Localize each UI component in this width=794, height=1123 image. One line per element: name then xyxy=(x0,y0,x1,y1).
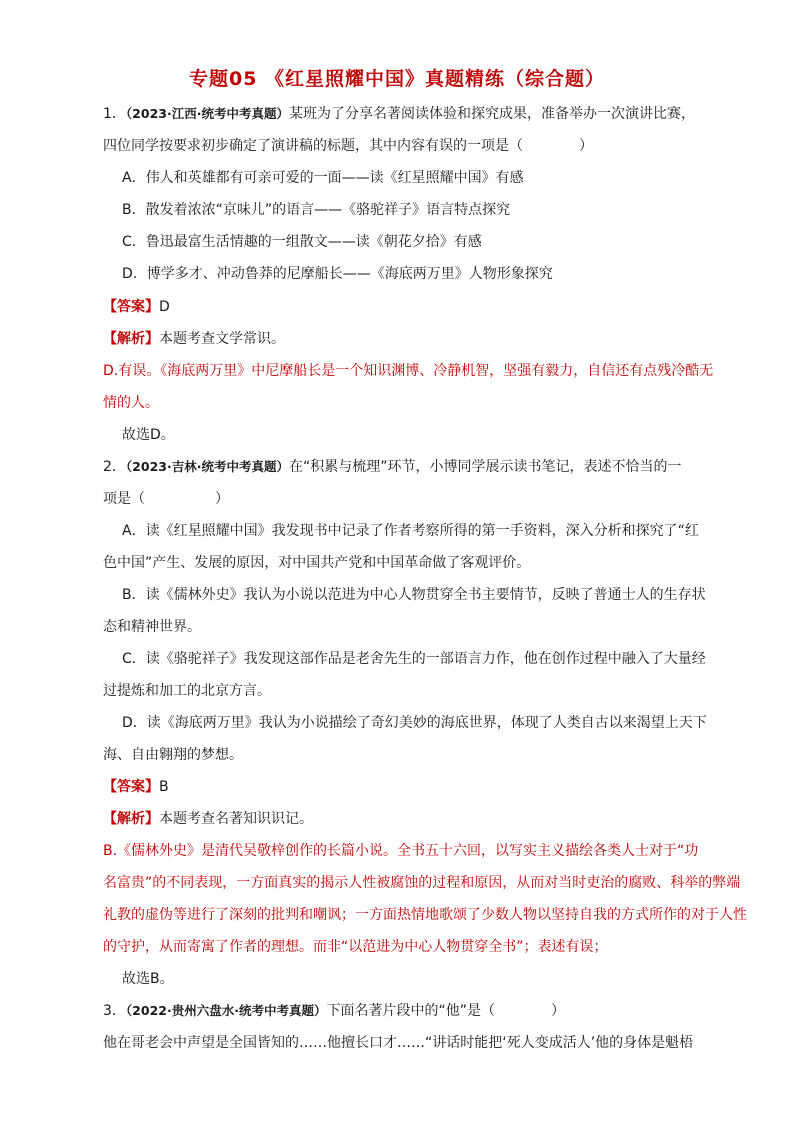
question-1-option-c: C．鲁迅最富生活情趣的一组散文——读《朝花夕拾》有感 xyxy=(122,234,482,250)
answer-value: B xyxy=(159,779,169,795)
question-2-conclusion: 故选B。 xyxy=(122,971,174,987)
question-2-explanation-line1: B.《儒林外史》是清代吴敬梓创作的长篇小说。全书五十六回，以写实主义描绘各类人士对于“功 xyxy=(103,843,699,859)
question-1-option-a: A．伟人和英雄都有可亲可爱的一面——读《红星照耀中国》有感 xyxy=(122,170,524,186)
question-2-answer xyxy=(103,777,169,797)
question-source: （2023·江西·统考中考真题） xyxy=(125,106,289,121)
question-2-analysis xyxy=(103,809,313,829)
question-1-conclusion: 故选D。 xyxy=(122,427,175,443)
question-2-explanation-line2: 名富贵”的不同表现，一方面真实的揭示人性被腐蚀的过程和原因，从而对当时吏治的腐败、科举的弊端 xyxy=(103,875,741,891)
analysis-tag: 【解析】 xyxy=(103,331,159,347)
question-2-option-c-line1: C．读《骆驼祥子》我发现这部作品是老舍先生的一部语言力作，他在创作过程中融入了大量经 xyxy=(122,651,706,667)
question-1-stem-line2: 四位同学按要求初步确定了演讲稿的标题，其中内容有误的一项是（ ） xyxy=(103,138,593,154)
question-1-stem-line1 xyxy=(103,104,695,124)
question-number: 2． xyxy=(103,459,126,475)
question-number: 3． xyxy=(103,1003,126,1019)
analysis-text: 本题考查文学常识。 xyxy=(159,331,285,347)
question-source: （2023·吉林·统考中考真题） xyxy=(125,459,289,474)
question-1-answer xyxy=(103,297,170,317)
question-2-option-b-line1: B．读《儒林外史》我认为小说以范进为中心人物贯穿全书主要情节，反映了普通士人的生存状 xyxy=(122,587,706,603)
question-1-explanation-line2: 情的人。 xyxy=(103,395,159,411)
question-1-option-b: B．散发着浓浓“京味儿”的语言——《骆驼祥子》语言特点探究 xyxy=(122,202,511,218)
question-stem: 下面名著片段中的“他”是（ ） xyxy=(326,1003,565,1019)
question-2-stem-line2: 项是（ ） xyxy=(103,491,229,507)
question-2-explanation-line4: 的守护，从而寄寓了作者的理想。而非“以范进为中心人物贯穿全书”；表述有误； xyxy=(103,939,608,955)
question-2-explanation-line3: 礼教的虚伪等进行了深刻的批判和嘲讽；一方面热情地歌颂了少数人物以坚持自我的方式所作的对于人性 xyxy=(103,907,747,923)
question-2-option-d-line2: 海、自由翱翔的梦想。 xyxy=(103,747,243,763)
question-2-option-c-line2: 过提炼和加工的北京方言。 xyxy=(103,683,271,699)
question-3-stem xyxy=(103,1001,565,1021)
question-2-stem-line1 xyxy=(103,457,681,477)
question-2-option-b-line2: 态和精神世界。 xyxy=(103,619,201,635)
page-title: 专题05 《红星照耀中国》真题精练（综合题） xyxy=(188,68,606,90)
question-source: （2022·贵州六盘水·统考中考真题） xyxy=(125,1003,327,1018)
question-number: 1． xyxy=(103,106,126,122)
question-1-analysis xyxy=(103,329,285,349)
question-3-passage-line1: 他在哥老会中声望是全国皆知的……他擅长口才……“讲话时能把‘死人变成活人’他的身体是魁梧 xyxy=(103,1035,694,1051)
answer-value: D xyxy=(159,299,170,315)
answer-tag: 【答案】 xyxy=(103,779,159,795)
analysis-text: 本题考查名著知识识记。 xyxy=(159,811,313,827)
question-stem: 在“积累与梳理”环节，小博同学展示读书笔记，表述不恰当的一 xyxy=(288,459,682,475)
answer-tag: 【答案】 xyxy=(103,299,159,315)
question-2-option-a-line2: 色中国”产生、发展的原因，对中国共产党和中国革命做了客观评价。 xyxy=(103,555,531,571)
question-2-option-a-line1: A．读《红星照耀中国》我发现书中记录了作者考察所得的第一手资料，深入分析和探究了“红 xyxy=(122,523,699,539)
question-stem: 某班为了分享名著阅读体验和探究成果，准备举办一次演讲比赛， xyxy=(288,106,695,122)
analysis-tag: 【解析】 xyxy=(103,811,159,827)
question-2-option-d-line1: D．读《海底两万里》我认为小说描绘了奇幻美妙的海底世界，体现了人类自古以来渴望上天下 xyxy=(122,715,707,731)
question-1-explanation-line1: D.有误。《海底两万里》中尼摩船长是一个知识渊博、冷静机智，坚强有毅力，自信还有点残冷酷无 xyxy=(103,363,714,379)
question-1-option-d: D．博学多才、冲动鲁莽的尼摩船长——《海底两万里》人物形象探究 xyxy=(122,266,553,282)
